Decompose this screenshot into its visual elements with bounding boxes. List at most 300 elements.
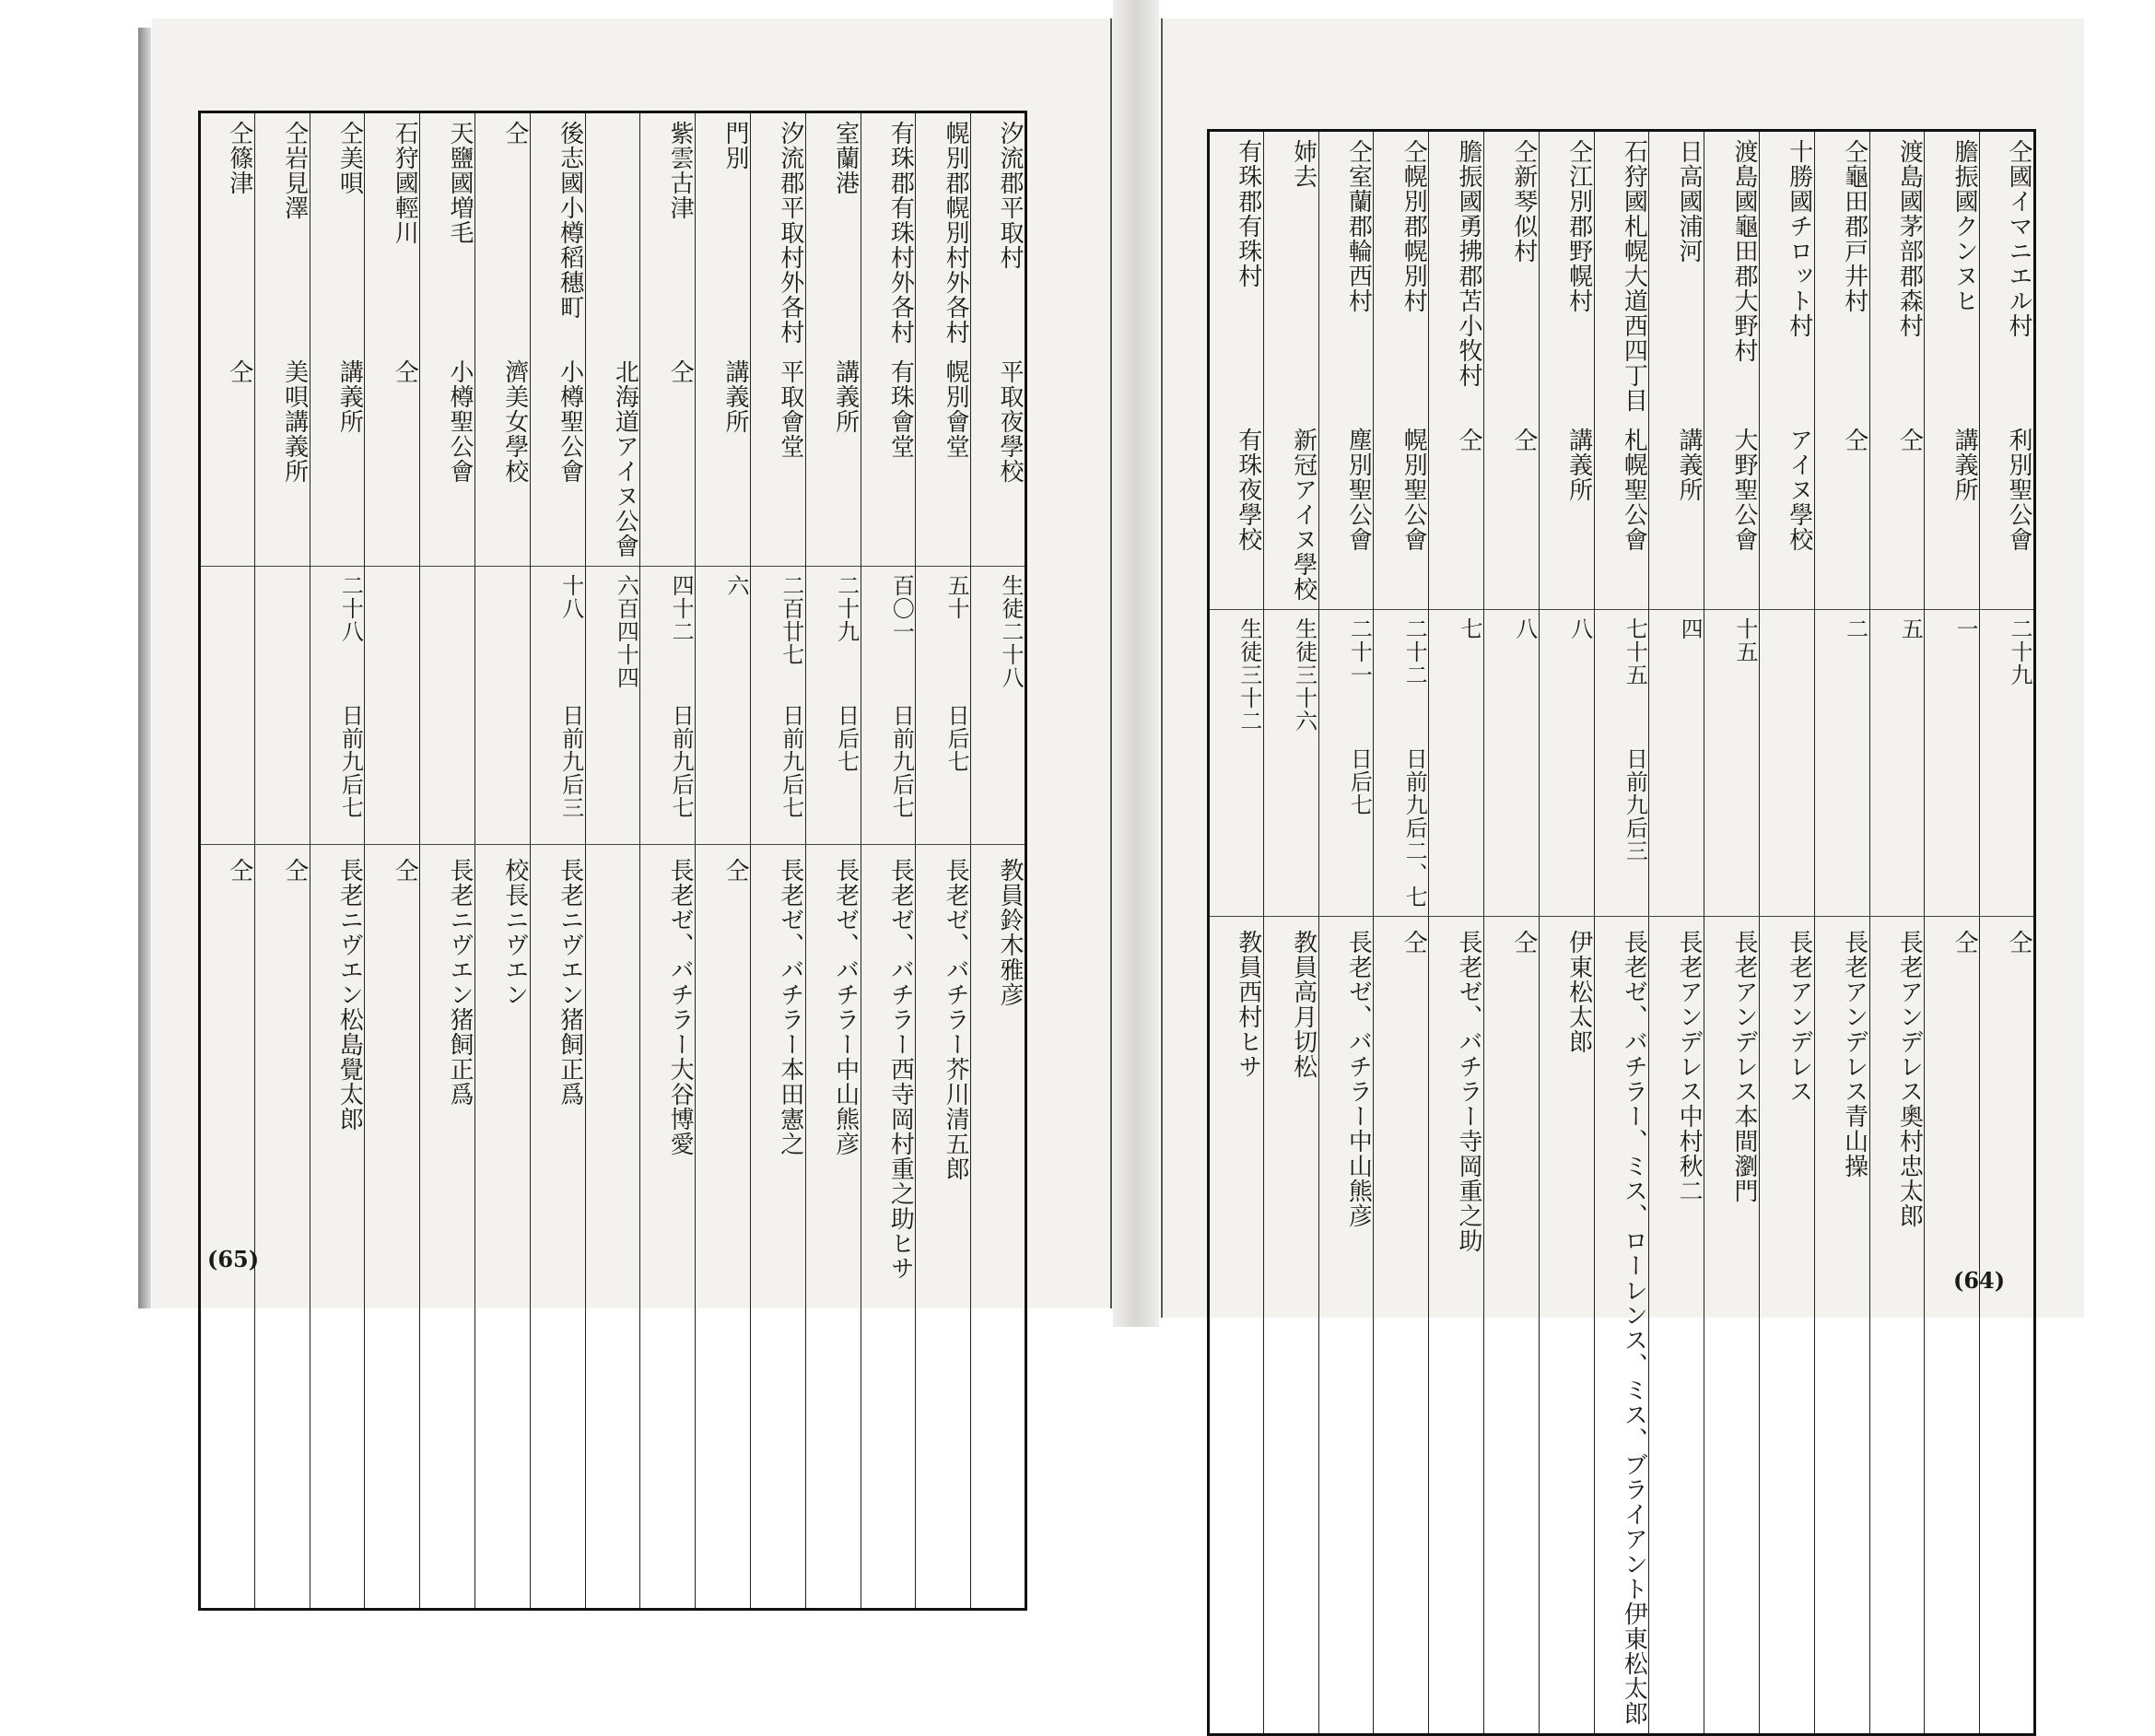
time-cell [1263,740,1318,917]
venue-cell [916,352,971,567]
count-cell-text: 二十九 [2007,617,2032,686]
place-cell [254,112,310,353]
venue-cell-text: 仝 [1509,428,1538,452]
count-cell-text: 八 [1511,617,1538,640]
count-cell-text: 四十二 [668,574,695,643]
venue-cell-text: 仝 [391,359,419,384]
person-cell [1318,917,1374,1735]
count-cell-text: 十五 [1731,617,1758,663]
person-cell-text: 長老アンデレス本間瀏門 [1729,930,1758,1203]
place-row [200,112,1026,353]
venue-cell-text: 講義所 [1564,428,1593,502]
place-cell-text: 渡島國龜田郡大野村 [1729,139,1758,363]
person-cell [1209,917,1264,1735]
time-cell [1429,740,1484,917]
place-cell [916,112,971,353]
time-cell-text [1866,740,1869,916]
venue-cell [696,352,751,567]
place-cell [585,112,640,353]
person-cell-text: 長老アンデレス中村秋二 [1675,930,1704,1203]
count-cell [254,567,310,698]
count-cell [365,567,420,698]
count-cell [1649,610,1704,741]
venue-cell [750,352,805,567]
venue-row [1209,420,2035,610]
time-cell-text [746,697,750,844]
count-cell-text: 百〇一 [888,574,915,643]
person-cell [254,844,310,1609]
time-cell-text [1810,740,1814,916]
time-cell-text [1590,740,1594,916]
person-cell [530,844,585,1609]
person-cell-text: 長老ゼ、バチラー、ミス、ローレンス、ミス、ブライアント伊東松太郎 [1620,930,1648,1726]
count-cell [1318,610,1374,741]
venue-row [200,352,1026,567]
venue-cell-text: 講義所 [831,359,860,434]
count-cell [971,567,1026,698]
place-cell-text: 有珠郡有珠村外各村 [886,121,915,345]
time-cell [1318,740,1374,917]
person-cell [1980,917,2035,1735]
place-cell [1209,131,1264,421]
time-cell-text: 日前九后七 [337,704,364,819]
venue-cell [805,352,861,567]
time-cell-text: 日前九后三 [557,704,584,819]
place-cell [805,112,861,353]
time-cell [1980,740,2035,917]
venue-cell-text: 仝 [1840,428,1868,452]
count-cell-text: 十八 [557,574,584,620]
time-cell [696,697,751,844]
count-cell-text: 二十二 [1401,617,1428,686]
venue-cell [1759,420,1814,610]
time-cell [1869,740,1925,917]
venue-cell-text: 有珠會堂 [886,359,915,459]
count-cell [1869,610,1925,741]
place-cell [1318,131,1374,421]
place-cell-text: 石狩國札幌大道西四丁目 [1620,139,1648,413]
place-cell-text: 室蘭港 [831,121,860,195]
time-cell [254,697,310,844]
count-cell [1209,610,1264,741]
count-cell [585,567,640,698]
count-cell-text [306,567,310,697]
venue-cell-text: 幌別聖公會 [1400,428,1428,552]
place-cell [1263,131,1318,421]
time-cell [750,697,805,844]
person-cell-text: 長老ゼ、バチラー寺岡重之助 [1454,930,1482,1253]
place-cell-text: 仝 [500,121,529,146]
person-cell-text: 仝 [1509,930,1538,955]
time-cell-text [1021,697,1025,844]
place-cell-text: 後志國小樽稻穗町 [556,121,584,320]
person-cell [1814,917,1869,1735]
venue-cell [640,352,696,567]
count-cell-text [416,567,419,697]
person-cell [1263,917,1318,1735]
count-cell [420,567,475,698]
person-cell [696,844,751,1609]
person-cell [365,844,420,1609]
person-cell-text: 仝 [2005,930,2032,955]
time-cell [1374,740,1429,917]
time-cell [640,697,696,844]
time-cell-text: 日前九后三 [1622,747,1648,862]
count-cell [474,567,530,698]
person-cell [1429,917,1484,1735]
count-cell-text: 六 [722,574,749,597]
left-register-table [198,111,1027,1611]
person-cell-text: 仝 [720,857,749,883]
venue-cell [365,352,420,567]
time-cell-text [1975,740,1979,916]
person-cell-text: 長老ニヴエン猪飼正爲 [445,857,474,1107]
count-cell-text: 生徒二十八 [998,574,1024,689]
venue-cell [310,352,365,567]
place-cell [1539,131,1594,421]
time-cell [1594,740,1649,917]
place-cell-text: 渡島國茅部郡森村 [1895,139,1924,338]
time-cell [200,697,255,844]
time-cell [1539,740,1594,917]
place-cell [1925,131,1980,421]
time-cell [1649,740,1704,917]
place-row [1209,131,2035,421]
place-cell [474,112,530,353]
person-cell-text: 仝 [1400,930,1428,955]
place-cell-text: 膽振國クンヌヒ [1950,139,1979,313]
person-cell [310,844,365,1609]
place-cell-text: 仝岩見澤 [280,121,309,220]
count-cell-text: 二百廿七 [778,574,804,666]
venue-cell-text: 大野聖公會 [1729,428,1758,552]
time-cell-text [2030,740,2033,916]
time-cell-text [526,697,530,844]
place-cell [1594,131,1649,421]
venue-cell-text: 北海道アイヌ公會 [611,359,639,558]
count-cell [1759,610,1814,741]
place-cell-text [636,113,639,352]
venue-cell [200,352,255,567]
person-cell-text: 長老アンデレス [1785,930,1813,1104]
time-cell [585,697,640,844]
time-row [200,697,1026,844]
person-cell-text: 長老アンデレス奧村忠太郎 [1895,930,1924,1228]
place-cell [861,112,916,353]
time-cell-text [1259,740,1263,916]
venue-cell [1869,420,1925,610]
time-cell-text [1480,740,1483,916]
place-cell-text: 紫雲古津 [666,121,695,220]
person-cell-text: 教員鈴木雅彦 [996,857,1024,1007]
venue-cell-text: 仝 [1454,428,1482,452]
time-cell [805,697,861,844]
time-cell-text [1920,740,1924,916]
person-cell-text: 長老ゼ、バチラー大谷博愛 [666,857,695,1156]
venue-cell [585,352,640,567]
time-cell [530,697,585,844]
person-cell-text: 長老ゼ、バチラー中山熊彦 [1344,930,1373,1228]
person-cell [1594,917,1649,1735]
count-row [1209,610,2035,741]
venue-cell-text: 美唄講義所 [280,359,309,484]
count-cell-text: 二十九 [833,574,860,643]
count-cell-text: 二十八 [337,574,364,643]
time-cell-text [471,697,474,844]
person-row [200,844,1026,1609]
person-cell [1374,917,1429,1735]
venue-cell [1374,420,1429,610]
person-cell-text: 教員高月切松 [1289,930,1318,1079]
time-cell-text: 日前九后七 [778,704,804,819]
time-cell [861,697,916,844]
person-cell-text: 長老ゼ、バチラー西寺岡村重之助ヒサ [886,857,915,1281]
count-cell-text: 一 [1952,617,1979,640]
count-cell-text [471,567,474,697]
place-cell [971,112,1026,353]
place-cell-text: 仝美唄 [335,121,364,195]
place-cell [1759,131,1814,421]
count-cell-text: 二 [1842,617,1868,640]
venue-cell [254,352,310,567]
venue-cell-text: 平取會堂 [776,359,804,459]
place-cell [1814,131,1869,421]
time-cell-text: 日后七 [833,704,860,773]
venue-cell-text: 利別聖公會 [2005,428,2032,552]
time-cell-text [636,697,639,844]
count-cell [1594,610,1649,741]
time-cell [971,697,1026,844]
count-cell-text: 二十一 [1346,617,1373,686]
count-cell [1374,610,1429,741]
count-cell [916,567,971,698]
count-cell [1429,610,1484,741]
count-cell-text: 四 [1677,617,1704,640]
person-cell-text [636,845,639,1608]
venue-cell [474,352,530,567]
time-cell [420,697,475,844]
count-cell [750,567,805,698]
time-cell [1704,740,1760,917]
person-row [1209,917,2035,1735]
person-cell [200,844,255,1609]
count-cell [1980,610,2035,741]
place-cell [750,112,805,353]
time-cell [474,697,530,844]
venue-cell-text: 小樽聖公會 [556,359,584,484]
person-cell [1704,917,1760,1735]
venue-cell-text: 仝 [666,359,695,384]
place-cell [696,112,751,353]
venue-cell [1649,420,1704,610]
person-cell-text: 仝 [280,857,309,883]
place-cell-text: 仝室蘭郡輪西村 [1344,139,1373,313]
place-cell [1649,131,1704,421]
page-edge-shadow [138,28,151,1308]
count-cell [696,567,751,698]
time-cell-text [1700,740,1704,916]
venue-cell-text: 幌別會堂 [942,359,970,459]
venue-cell [1318,420,1374,610]
venue-cell [1814,420,1869,610]
time-cell [1925,740,1980,917]
place-cell-text: 石狩國輕川 [391,121,419,245]
venue-cell-text: 濟美女學校 [500,359,529,484]
count-cell [530,567,585,698]
venue-cell-text: 有珠夜學校 [1234,428,1262,552]
count-cell-text: 生徒三十二 [1236,617,1262,733]
person-cell-text: 仝 [1950,930,1979,955]
venue-cell-text: 講義所 [1950,428,1979,502]
place-cell-text: 仝幌別郡幌別村 [1400,139,1428,313]
count-cell-text: 六百四十四 [613,574,639,689]
venue-cell-text: 仝 [225,359,253,384]
count-cell-text [251,567,254,697]
place-cell-text: 幌別郡幌別村外各村 [942,121,970,345]
person-cell-text: 長老ゼ、バチラー本田憲之 [776,857,804,1156]
time-cell-text [1535,740,1539,916]
place-cell-text: 仝新琴似村 [1509,139,1538,264]
venue-cell-text: 仝 [1895,428,1924,452]
count-cell [310,567,365,698]
place-cell [365,112,420,353]
venue-cell [861,352,916,567]
place-cell-text: 汐流郡平取村外各村 [776,121,804,345]
time-cell-text: 日前九后二、七 [1401,747,1428,909]
count-cell [1814,610,1869,741]
person-cell-text: 長老ニヴエン猪飼正爲 [556,857,584,1107]
time-cell [310,697,365,844]
count-cell-text [1810,610,1814,740]
person-cell [585,844,640,1609]
count-cell-text: 七 [1456,617,1482,640]
count-cell [805,567,861,698]
place-cell-text: 膽振國勇拂郡苫小牧村 [1454,139,1482,388]
place-cell [1483,131,1539,421]
venue-cell [1483,420,1539,610]
person-cell [420,844,475,1609]
book-gutter [1113,0,1159,1327]
place-cell-text: 門別 [720,121,749,170]
person-cell [1925,917,1980,1735]
place-cell-text: 汐流郡平取村 [996,121,1024,270]
person-cell-text: 伊東松太郎 [1564,930,1593,1054]
person-cell [916,844,971,1609]
count-cell [200,567,255,698]
place-cell-text: 十勝國チロット村 [1785,139,1813,338]
time-cell-text [306,697,310,844]
venue-cell-text: 札幌聖公會 [1620,428,1648,552]
venue-cell [1980,420,2035,610]
venue-cell-text: 講義所 [1675,428,1704,502]
count-cell-text [526,567,530,697]
person-cell-text: 長老アンデレス青山操 [1840,930,1868,1179]
venue-cell [1209,420,1264,610]
venue-cell [530,352,585,567]
person-cell-text: 仝 [391,857,419,883]
place-cell [1869,131,1925,421]
page-number-right: (64) [1953,1267,2006,1294]
time-cell-text [416,697,419,844]
venue-cell [1704,420,1760,610]
place-cell-text: 仝江別郡野幌村 [1564,139,1593,313]
person-cell-text: 長老ゼ、バチラー芥川清五郎 [942,857,970,1181]
venue-cell [1539,420,1594,610]
time-cell [916,697,971,844]
time-cell-text: 日后七 [943,704,970,773]
time-cell-text: 日后七 [1346,747,1373,816]
count-cell-text: 生徒三十六 [1291,617,1318,733]
venue-cell [420,352,475,567]
venue-cell [1594,420,1649,610]
person-cell [805,844,861,1609]
place-cell-text: 仝國イマニエル村 [2005,139,2032,338]
venue-cell [971,352,1026,567]
venue-cell [1429,420,1484,610]
place-cell [200,112,255,353]
count-cell-text: 五 [1897,617,1924,640]
venue-cell-text: 平取夜學校 [996,359,1024,484]
time-row [1209,740,2035,917]
person-cell-text: 長老ゼ、バチラー中山熊彦 [831,857,860,1156]
place-cell [310,112,365,353]
place-cell-text: 日高國浦河 [1675,139,1704,264]
person-cell [1759,917,1814,1735]
place-cell-text: 姉去 [1289,139,1318,189]
person-cell [971,844,1026,1609]
count-cell [640,567,696,698]
place-cell [1704,131,1760,421]
person-cell [1483,917,1539,1735]
person-cell-text: 教員西村ヒサ [1234,930,1262,1079]
count-cell-text: 七十五 [1622,617,1648,686]
venue-cell [1925,420,1980,610]
page-number-left: (65) [207,1246,260,1273]
count-cell [861,567,916,698]
person-cell [1869,917,1925,1735]
count-cell [1483,610,1539,741]
time-cell-text: 日前九后七 [888,704,915,819]
person-cell [474,844,530,1609]
venue-cell-text: 塵別聖公會 [1344,428,1373,552]
count-cell [1539,610,1594,741]
person-cell [640,844,696,1609]
person-cell [1539,917,1594,1735]
count-cell [1704,610,1760,741]
person-cell-text: 仝 [225,857,253,883]
person-cell [750,844,805,1609]
venue-cell-text: 講義所 [335,359,364,434]
person-cell-text: 校長ニヴエン [500,857,529,1007]
place-cell-text: 仝篠津 [225,121,253,195]
time-cell [1814,740,1869,917]
place-cell [1374,131,1429,421]
time-cell [1483,740,1539,917]
place-cell [530,112,585,353]
count-cell-text: 五十 [943,574,970,620]
count-cell-text: 八 [1566,617,1593,640]
place-cell-text: 有珠郡有珠村 [1234,139,1262,288]
place-cell-text: 仝龜田郡戸井村 [1840,139,1868,313]
place-cell [420,112,475,353]
count-row [200,567,1026,698]
time-cell-text: 日前九后七 [668,704,695,819]
venue-cell [1263,420,1318,610]
right-register-table [1207,129,2036,1736]
venue-cell-text: 小樽聖公會 [445,359,474,484]
time-cell-text [1315,740,1318,916]
place-cell [1980,131,2035,421]
